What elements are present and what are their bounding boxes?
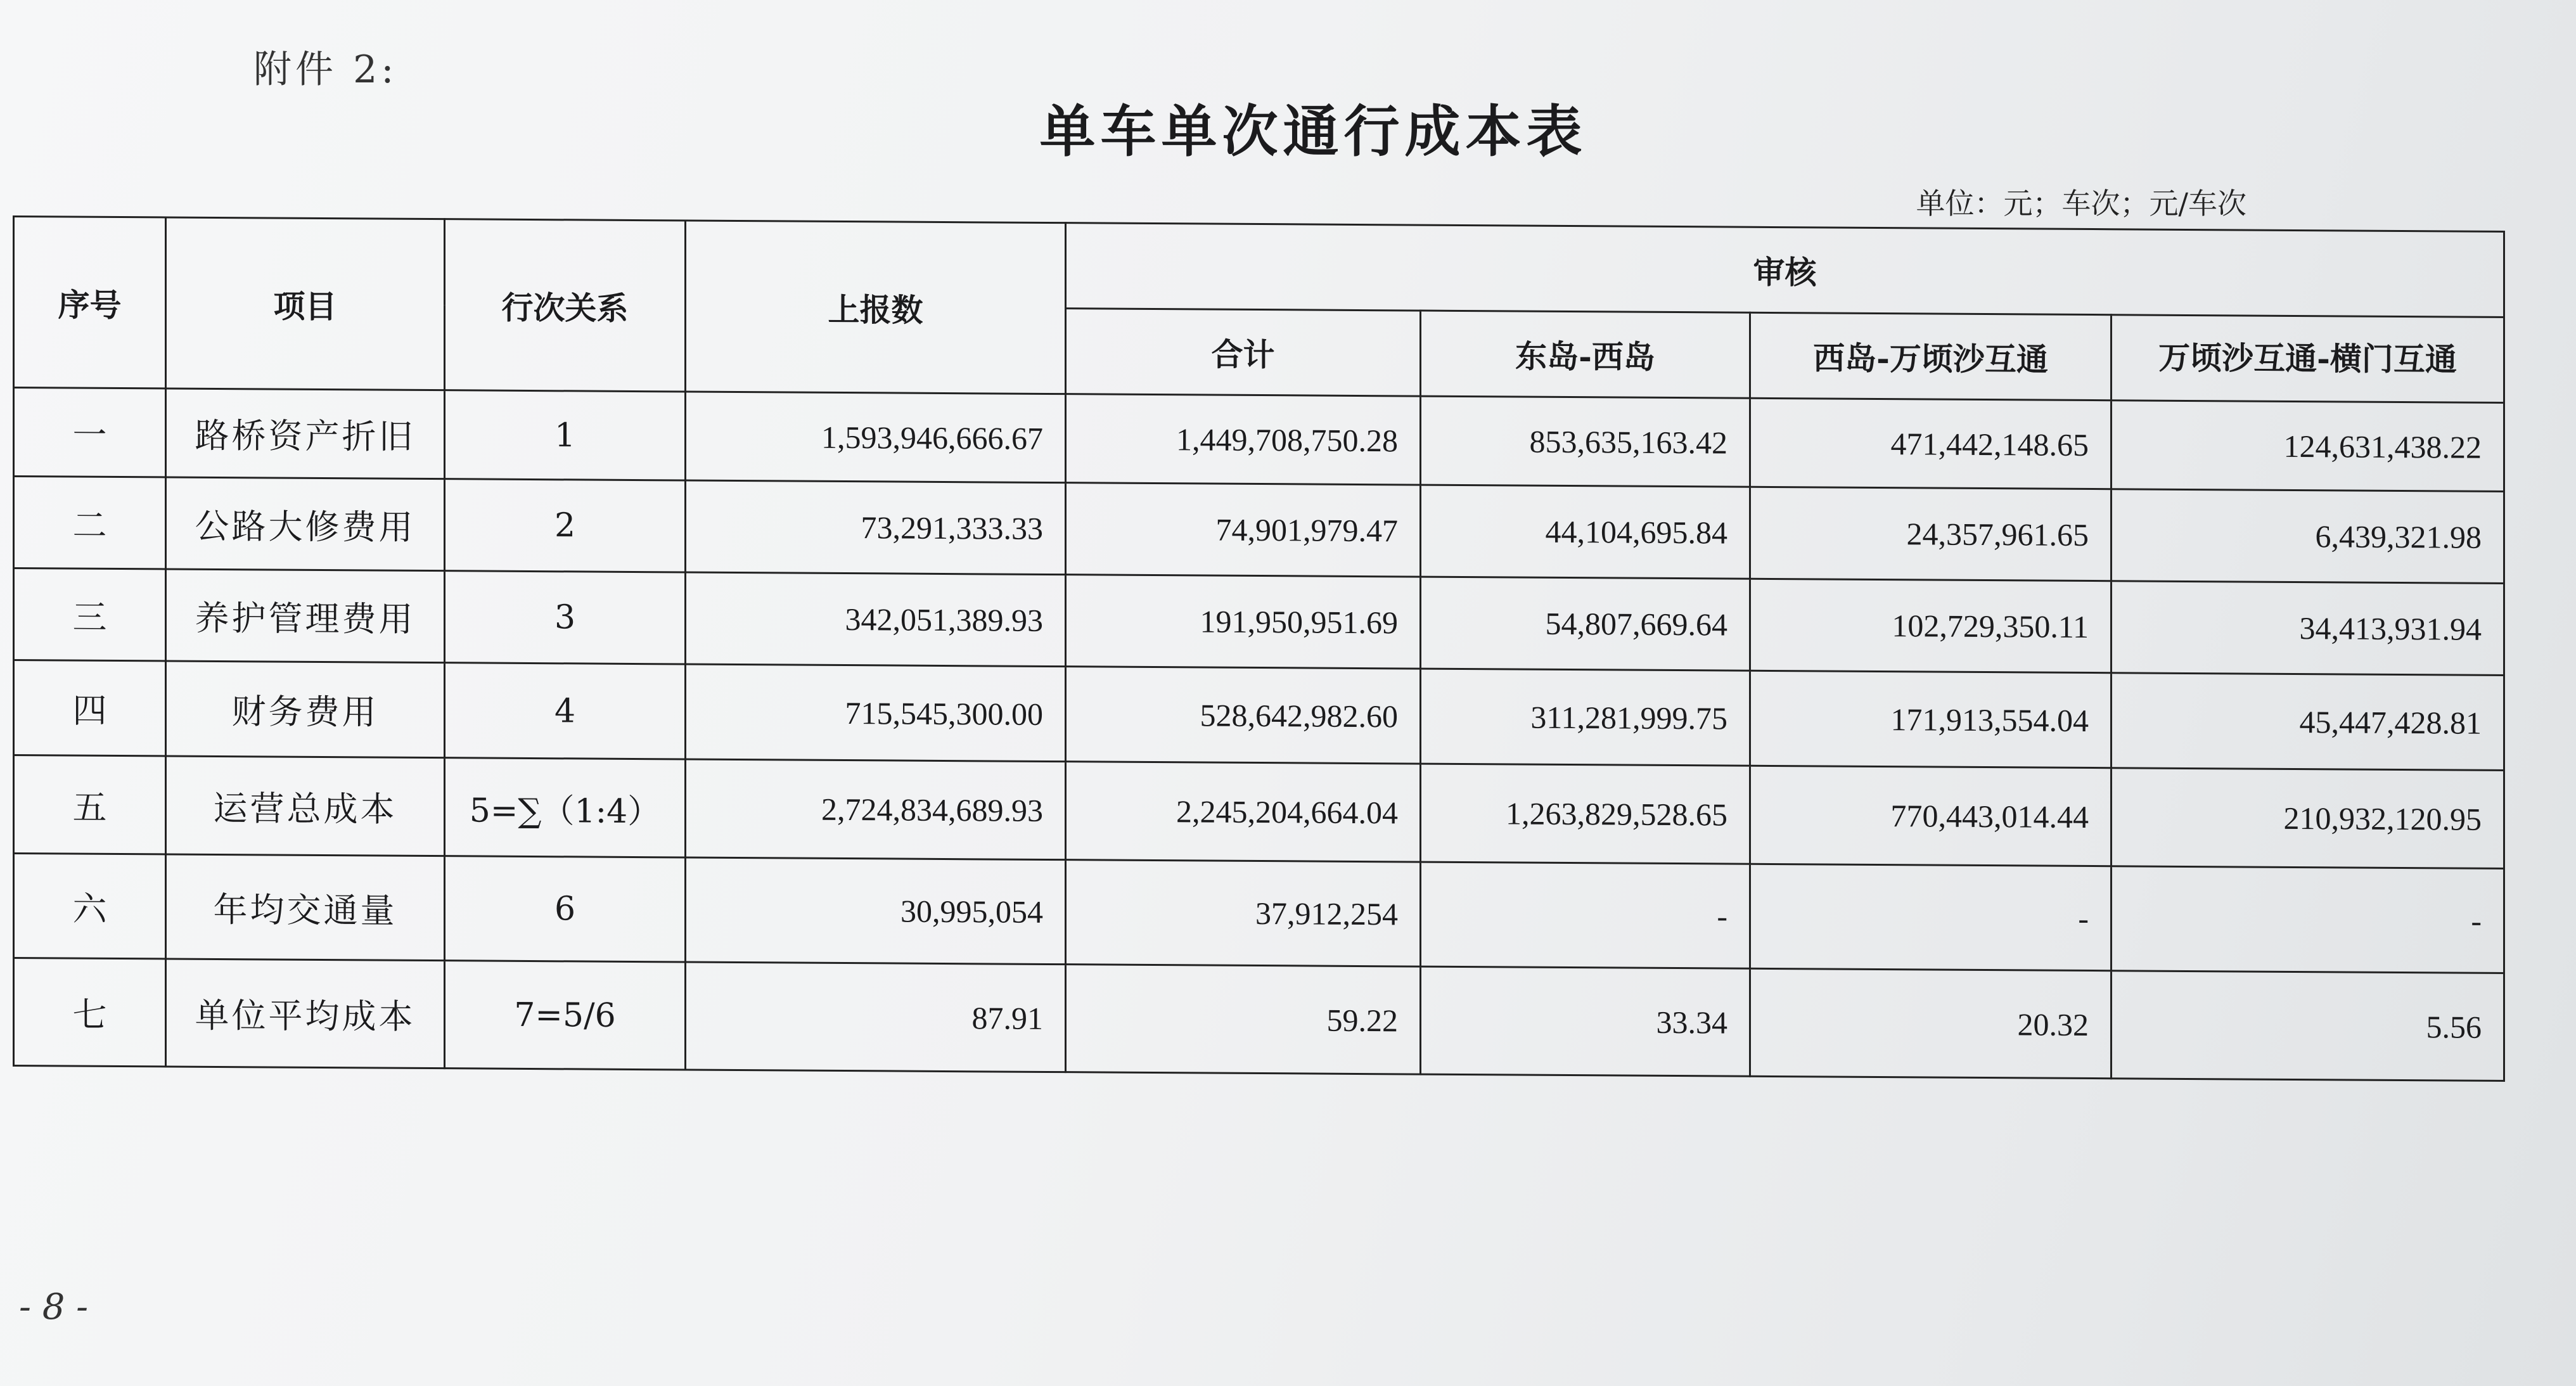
row-item: 财务费用: [166, 661, 445, 758]
row-total: 191,950,951.69: [1066, 575, 1421, 669]
header-item: 项目: [166, 217, 445, 390]
header-seg2: 西岛-万顷沙互通: [1750, 312, 2111, 400]
header-relation: 行次关系: [445, 219, 686, 392]
row-seg3: -: [2111, 866, 2504, 973]
row-reported: 342,051,389.93: [686, 572, 1066, 667]
header-reported: 上报数: [686, 221, 1066, 394]
row-relation: 2: [445, 479, 686, 572]
row-item: 养护管理费用: [166, 569, 445, 663]
row-seg1: 1,263,829,528.65: [1421, 764, 1750, 864]
cost-table: [13, 215, 2505, 1082]
table-row: [14, 660, 2504, 771]
header-seg1: 东岛-西岛: [1421, 311, 1750, 398]
row-item: 路桥资产折旧: [166, 388, 445, 479]
row-seg3: 6,439,321.98: [2111, 489, 2504, 584]
row-seq: 二: [14, 477, 166, 569]
row-total: 528,642,982.60: [1066, 667, 1421, 764]
attachment-label: 附件 2:: [253, 48, 398, 92]
row-reported: 715,545,300.00: [686, 664, 1066, 762]
row-seg1: -: [1421, 862, 1750, 968]
row-relation: 1: [445, 390, 686, 480]
row-relation: 4: [445, 663, 686, 759]
row-seg3: 34,413,931.94: [2111, 581, 2504, 676]
row-reported: 30,995,054: [686, 857, 1066, 965]
header-total: 合计: [1066, 309, 1421, 396]
table-row: [14, 854, 2504, 973]
row-seg3: 5.56: [2111, 971, 2504, 1081]
row-seq: 一: [14, 388, 166, 477]
row-seq: 四: [14, 660, 166, 756]
cost-table-wrapper: [13, 215, 2503, 1082]
row-seq: 三: [14, 568, 166, 661]
row-seq: 七: [14, 958, 166, 1067]
row-seq: 五: [14, 755, 166, 854]
row-seg3: 210,932,120.95: [2111, 768, 2504, 869]
row-seg2: -: [1750, 864, 2111, 970]
document-title: 单车单次通行成本表: [1039, 98, 1587, 164]
row-seg1: 311,281,999.75: [1421, 669, 1750, 766]
row-reported: 1,593,946,666.67: [686, 392, 1066, 483]
row-item: 运营总成本: [166, 756, 445, 856]
row-seg2: 171,913,554.04: [1750, 671, 2111, 767]
row-seg1: 44,104,695.84: [1421, 485, 1750, 579]
page-number: - 8 -: [19, 1287, 89, 1328]
header-seg3: 万顷沙互通-横门互通: [2111, 315, 2504, 403]
row-seg2: 102,729,350.11: [1750, 579, 2111, 672]
row-seg2: 471,442,148.65: [1750, 398, 2111, 489]
row-item: 年均交通量: [166, 854, 445, 961]
table-row: [14, 958, 2504, 1081]
table-row: [14, 568, 2504, 676]
row-seg3: 45,447,428.81: [2111, 673, 2504, 771]
row-seg1: 33.34: [1421, 966, 1750, 1076]
row-relation: 6: [445, 856, 686, 962]
header-audit: 审核: [1066, 223, 2504, 318]
header-seq: 序号: [14, 217, 166, 388]
row-reported: 73,291,333.33: [686, 480, 1066, 575]
row-total: 74,901,979.47: [1066, 483, 1421, 577]
row-total: 2,245,204,664.04: [1066, 762, 1421, 862]
row-seg2: 770,443,014.44: [1750, 766, 2111, 866]
row-seg3: 124,631,438.22: [2111, 401, 2504, 492]
row-seg2: 20.32: [1750, 968, 2111, 1078]
row-total: 1,449,708,750.28: [1066, 394, 1421, 485]
row-item: 单位平均成本: [166, 959, 445, 1068]
row-item: 公路大修费用: [166, 477, 445, 571]
row-seq: 六: [14, 854, 166, 959]
table-row: [14, 388, 2504, 492]
row-reported: 2,724,834,689.93: [686, 759, 1066, 860]
row-relation: 3: [445, 571, 686, 664]
row-total: 59.22: [1066, 965, 1421, 1074]
row-seg2: 24,357,961.65: [1750, 487, 2111, 581]
row-reported: 87.91: [686, 962, 1066, 1072]
table-row: [14, 755, 2504, 869]
row-seg1: 54,807,669.64: [1421, 577, 1750, 671]
row-seg1: 853,635,163.42: [1421, 396, 1750, 487]
table-row: [14, 477, 2504, 584]
row-relation: 7=5/6: [445, 961, 686, 1070]
unit-note: 单位：元；车次；元/车次: [1916, 186, 2246, 221]
row-relation: 5=∑（1:4）: [445, 758, 686, 857]
row-total: 37,912,254: [1066, 860, 1421, 966]
